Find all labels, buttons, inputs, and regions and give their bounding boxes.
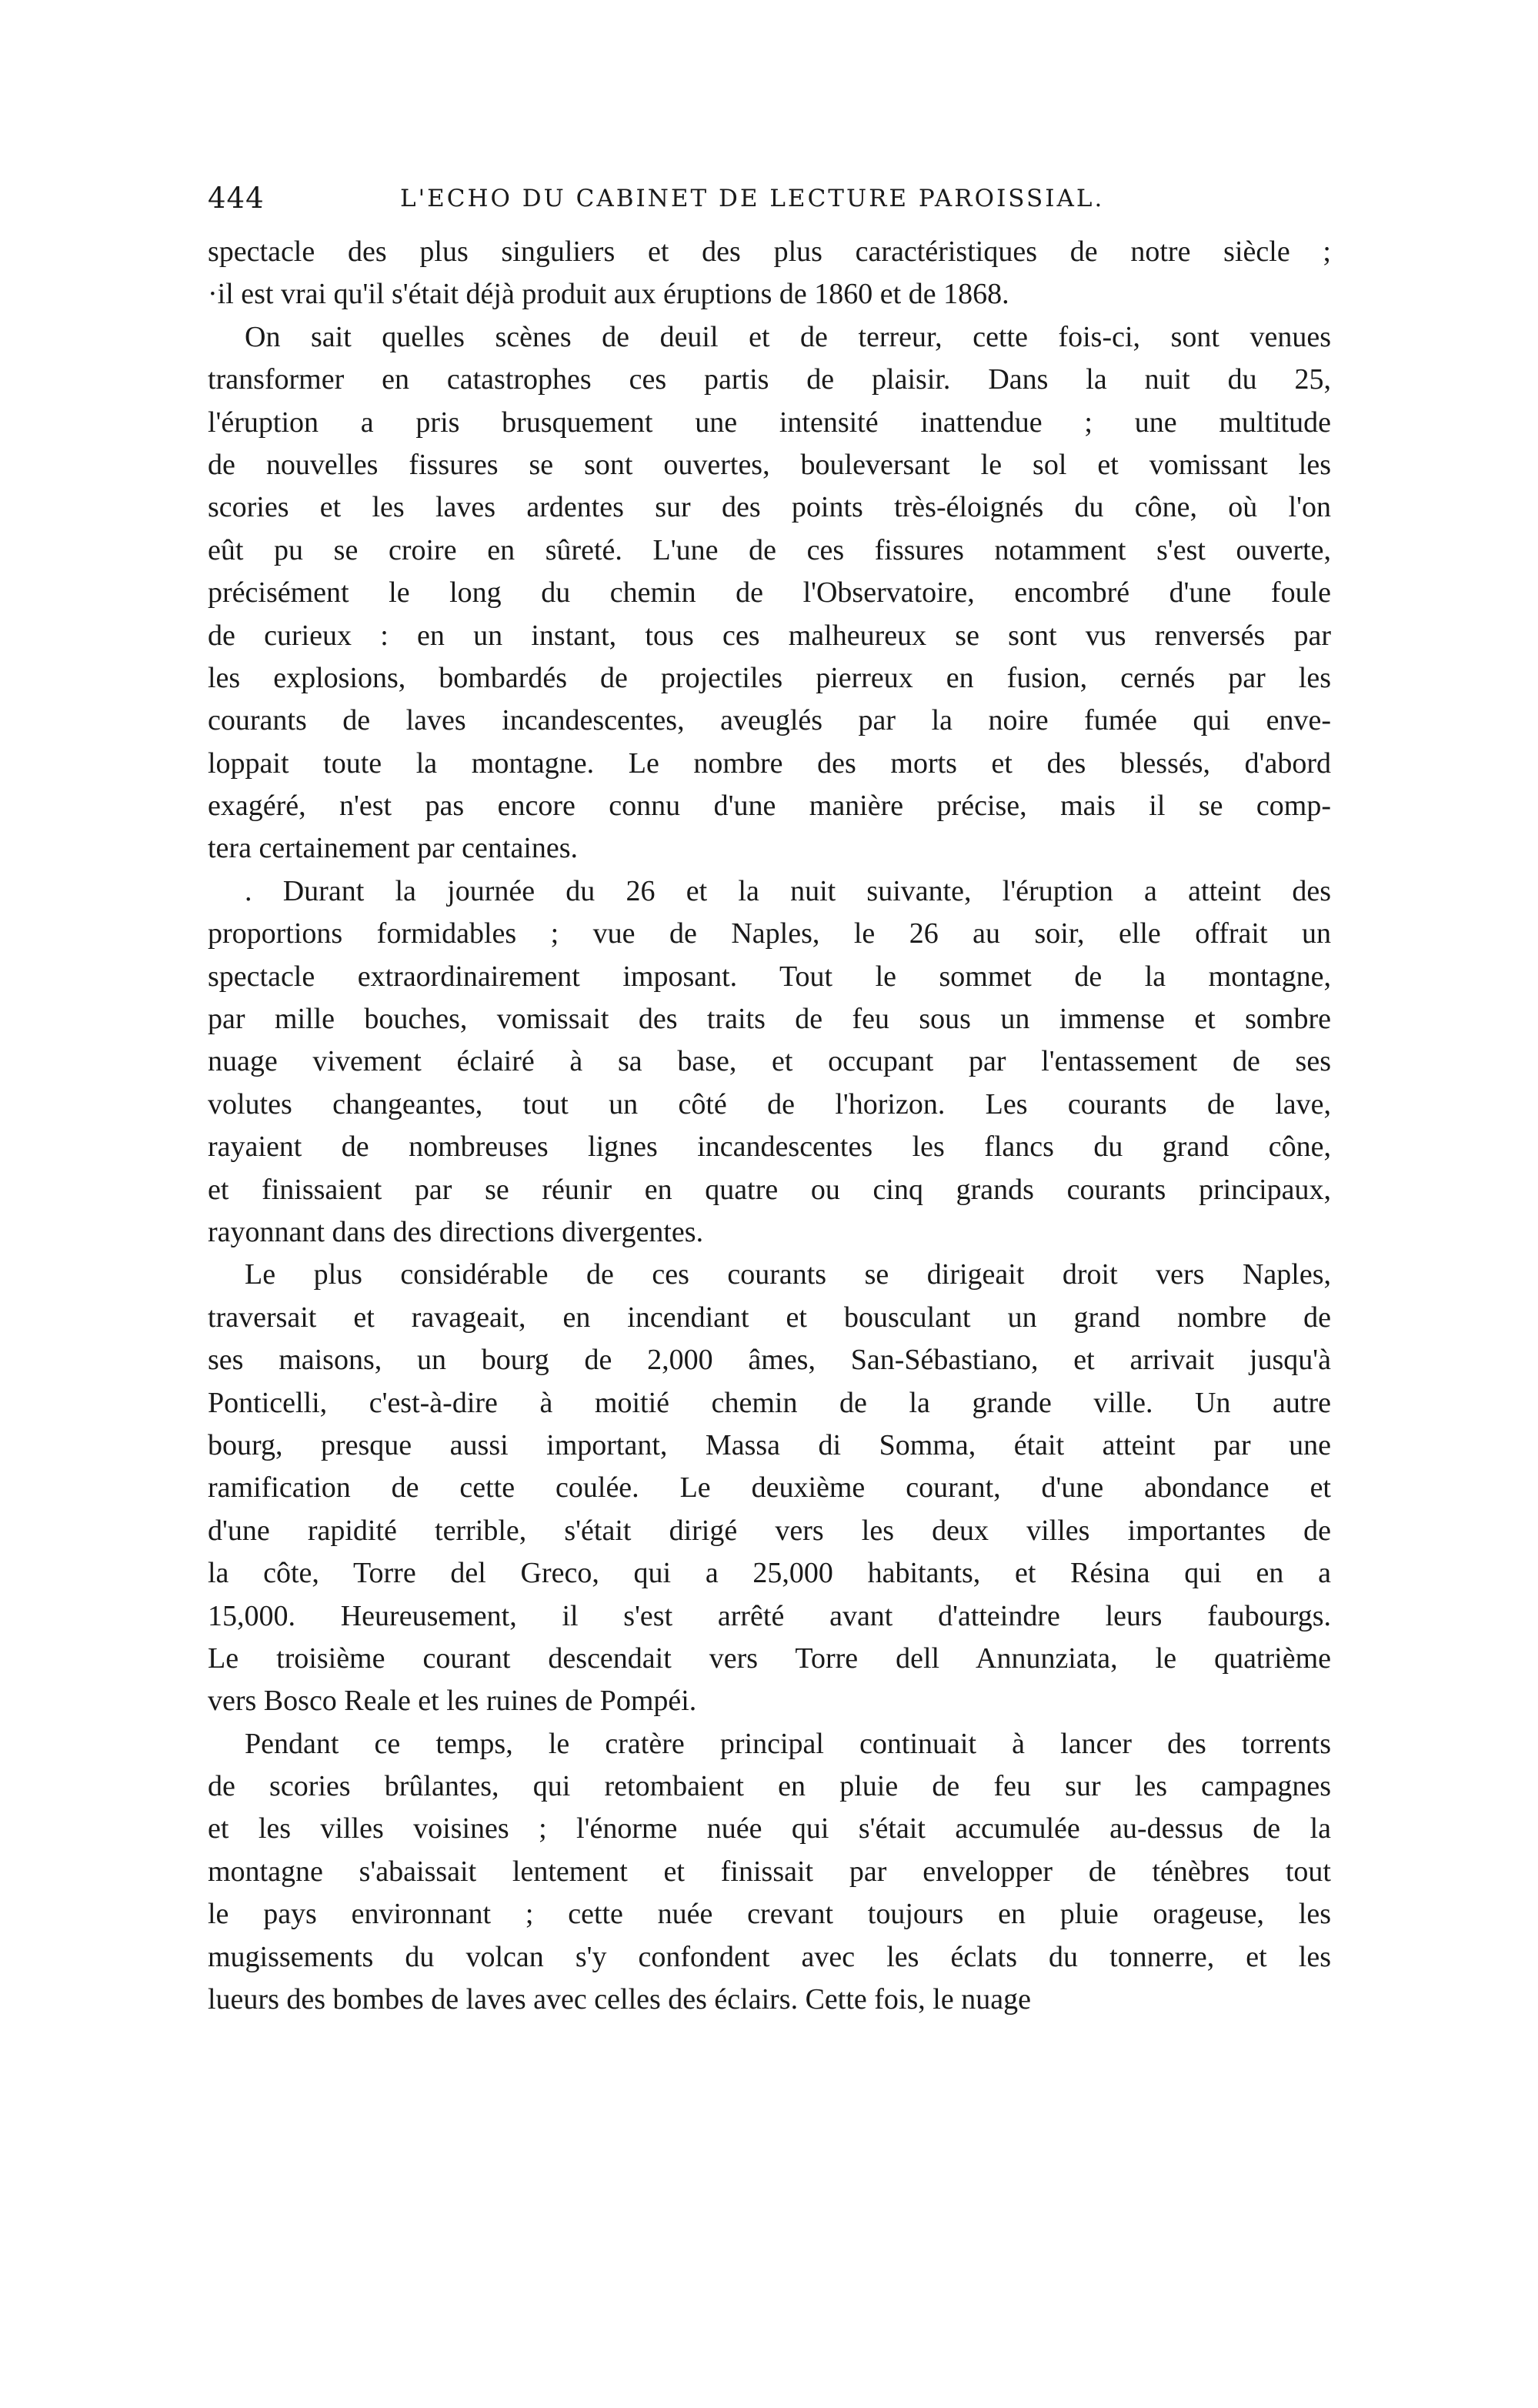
text-line: le pays environnant ; cette nuée crevant toujours en pluie orageuse, les	[208, 1898, 1331, 1931]
text-line: Pendant ce temps, le cratère principal continuait à lancer des torrents	[245, 1727, 1331, 1760]
text-line: rayaient de nombreuses lignes incandescentes les flancs du grand cône,	[208, 1131, 1331, 1164]
paragraph	[208, 870, 1331, 1254]
text-line: ·il est vrai qu'il s'était déjà produit aux éruptions de 1860 et de 1868.	[208, 278, 1009, 311]
running-header	[208, 182, 1331, 220]
text-line: l'éruption a pris brusquement une intensité inattendue ; une multitude	[208, 406, 1331, 439]
text-line: . Durant la journée du 26 et la nuit suivante, l'éruption a atteint des	[245, 874, 1331, 907]
text-line: loppait toute la montagne. Le nombre des morts et des blessés, d'abord	[208, 746, 1331, 780]
text-line: et les villes voisines ; l'énorme nuée qui s'était accumulée au-dessus de la	[208, 1812, 1331, 1845]
text-line: bourg, presque aussi important, Massa di Somma, était atteint par une	[208, 1428, 1331, 1461]
text-line: précisément le long du chemin de l'Observatoire, encombré d'une foule	[208, 576, 1331, 610]
text-line: On sait quelles scènes de deuil et de terreur, cette fois-ci, sont venues	[245, 320, 1331, 353]
paragraph	[208, 1254, 1331, 1722]
text-line: volutes changeantes, tout un côté de l'horizon. Les courants de lave,	[208, 1087, 1331, 1121]
text-line: de nouvelles fissures se sont ouvertes, bouleversant le sol et vomissant les	[208, 448, 1331, 481]
text-line: exagéré, n'est pas encore connu d'une manière précise, mais il se comp-	[208, 790, 1331, 823]
text-line: traversait et ravageait, en incendiant et bousculant un grand nombre de	[208, 1301, 1331, 1334]
text-line: rayonnant dans des directions divergentes.	[208, 1215, 704, 1248]
text-line: 15,000. Heureusement, il s'est arrêté avant d'atteindre leurs faubourgs.	[208, 1599, 1331, 1632]
text-line: d'une rapidité terrible, s'était dirigé vers les deux villes importantes de	[208, 1514, 1331, 1547]
paragraph	[208, 1723, 1331, 2022]
text-line: ramification de cette coulée. Le deuxième courant, d'une abondance et	[208, 1471, 1331, 1505]
paragraph	[208, 231, 1331, 316]
text-line: courants de laves incandescentes, aveuglés par la noire fumée qui enve-	[208, 704, 1331, 737]
page-number: 444	[208, 182, 265, 215]
text-line: montagne s'abaissait lentement et finissait par envelopper de ténèbres tout	[208, 1855, 1331, 1888]
text-line: Le plus considérable de ces courants se dirigeait droit vers Naples,	[245, 1258, 1331, 1291]
text-line: mugissements du volcan s'y confondent avec les éclats du tonnerre, et les	[208, 1940, 1331, 1973]
text-line: proportions formidables ; vue de Naples, le 26 au soir, elle offrait un	[208, 917, 1331, 950]
text-line: de curieux : en un instant, tous ces malheureux se sont vus renversés par	[208, 619, 1331, 652]
text-line: spectacle extraordinairement imposant. Tout le sommet de la montagne,	[208, 960, 1331, 993]
paragraph	[208, 316, 1331, 870]
body-text	[208, 231, 1331, 2021]
text-line: tera certainement par centaines.	[208, 832, 579, 865]
text-line: transformer en catastrophes ces partis de plaisir. Dans la nuit du 25,	[208, 363, 1331, 396]
text-line: les explosions, bombardés de projectiles pierreux en fusion, cernés par les	[208, 661, 1331, 694]
text-line: et finissaient par se réunir en quatre ou cinq grands courants principaux,	[208, 1173, 1331, 1206]
text-line: scories et les laves ardentes sur des points très-éloignés du cône, où l'on	[208, 491, 1331, 524]
text-line: Ponticelli, c'est-à-dire à moitié chemin de la grande ville. Un autre	[208, 1386, 1331, 1419]
text-line: de scories brûlantes, qui retombaient en pluie de feu sur les campagnes	[208, 1770, 1331, 1803]
text-line: ses maisons, un bourg de 2,000 âmes, San-Sébastiano, et arrivait jusqu'à	[208, 1344, 1331, 1377]
text-line: spectacle des plus singuliers et des plus caractéristiques de notre siècle ;	[208, 235, 1331, 268]
text-line: par mille bouches, vomissait des traits de feu sous un immense et sombre	[208, 1003, 1331, 1036]
text-line: la côte, Torre del Greco, qui a 25,000 habitants, et Résina qui en a	[208, 1557, 1331, 1590]
text-line: vers Bosco Reale et les ruines de Pompéi.	[208, 1685, 697, 1718]
text-line: nuage vivement éclairé à sa base, et occupant par l'entassement de ses	[208, 1045, 1331, 1078]
text-line: lueurs des bombes de laves avec celles des éclairs. Cette fois, le nuage	[208, 1983, 1031, 2016]
text-line: eût pu se croire en sûreté. L'une de ces fissures notamment s'est ouverte,	[208, 533, 1331, 566]
text-line: Le troisième courant descendait vers Torre dell Annunziata, le quatrième	[208, 1642, 1331, 1675]
running-title: L'ECHO DU CABINET DE LECTURE PAROISSIAL.	[400, 185, 1105, 212]
